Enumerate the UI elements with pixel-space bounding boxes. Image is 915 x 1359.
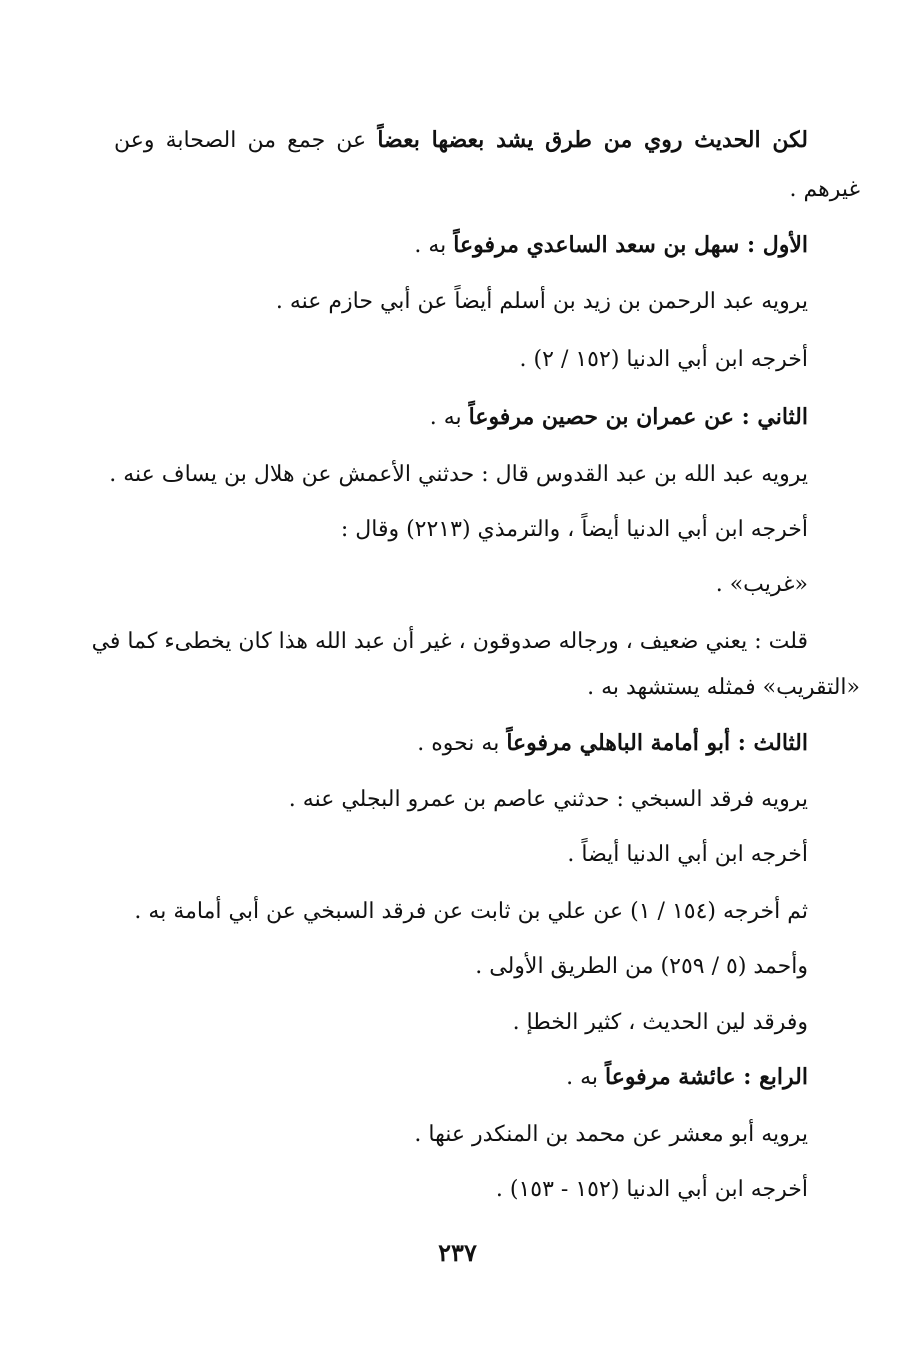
page-number: ٢٣٧ <box>438 1238 477 1267</box>
text-line: يرويه عبد الله بن عبد القدوس قال : حدثني الأعمش عن هلال بن يساف عنه . <box>109 462 808 487</box>
text-line: يرويه عبد الرحمن بن زيد بن أسلم أيضاً عن أبي حازم عنه . <box>275 289 808 314</box>
text-line: لكن الحديث روي من طرق يشد بعضها بعضاً عن جمع من الصحابة وعن <box>114 127 808 153</box>
text-line: أخرجه ابن أبي الدنيا أيضاً . <box>567 842 808 867</box>
text-line: قلت : يعني ضعيف ، ورجاله صدوقون ، غير أن عبد الله هذا كان يخطىء كما في <box>91 629 808 654</box>
text-line: «التقريب» فمثله يستشهد به . <box>587 675 860 700</box>
text-line: أخرجه ابن أبي الدنيا (١٥٢ / ٢) . <box>519 347 808 372</box>
text-line: وأحمد (٥ / ٢٥٩) من الطريق الأولى . <box>475 954 808 979</box>
section-heading-first: الأول : سهل بن سعد الساعدي مرفوعاً به . <box>414 232 808 258</box>
section-heading-fourth: الرابع : عائشة مرفوعاً به . <box>566 1064 808 1090</box>
section-heading-second: الثاني : عن عمران بن حصين مرفوعاً به . <box>429 404 808 430</box>
text-line: يرويه أبو معشر عن محمد بن المنكدر عنها . <box>414 1122 808 1147</box>
text-line: «غريب» . <box>715 572 808 597</box>
text-line: يرويه فرقد السبخي : حدثني عاصم بن عمرو البجلي عنه . <box>288 787 808 812</box>
text-line: وفرقد لين الحديث ، كثير الخطإ . <box>512 1010 808 1035</box>
section-heading-third: الثالث : أبو أمامة الباهلي مرفوعاً به نحوه . <box>417 730 808 756</box>
text-line: غيرهم . <box>789 177 860 202</box>
text-line: ثم أخرجه (١٥٤ / ١) عن علي بن ثابت عن فرقد السبخي عن أبي أمامة به . <box>134 899 808 924</box>
text-line: أخرجه ابن أبي الدنيا أيضاً ، والترمذي (٢٢١٣) وقال : <box>340 517 808 542</box>
text-line: أخرجه ابن أبي الدنيا (١٥٢ - ١٥٣) . <box>495 1177 808 1202</box>
